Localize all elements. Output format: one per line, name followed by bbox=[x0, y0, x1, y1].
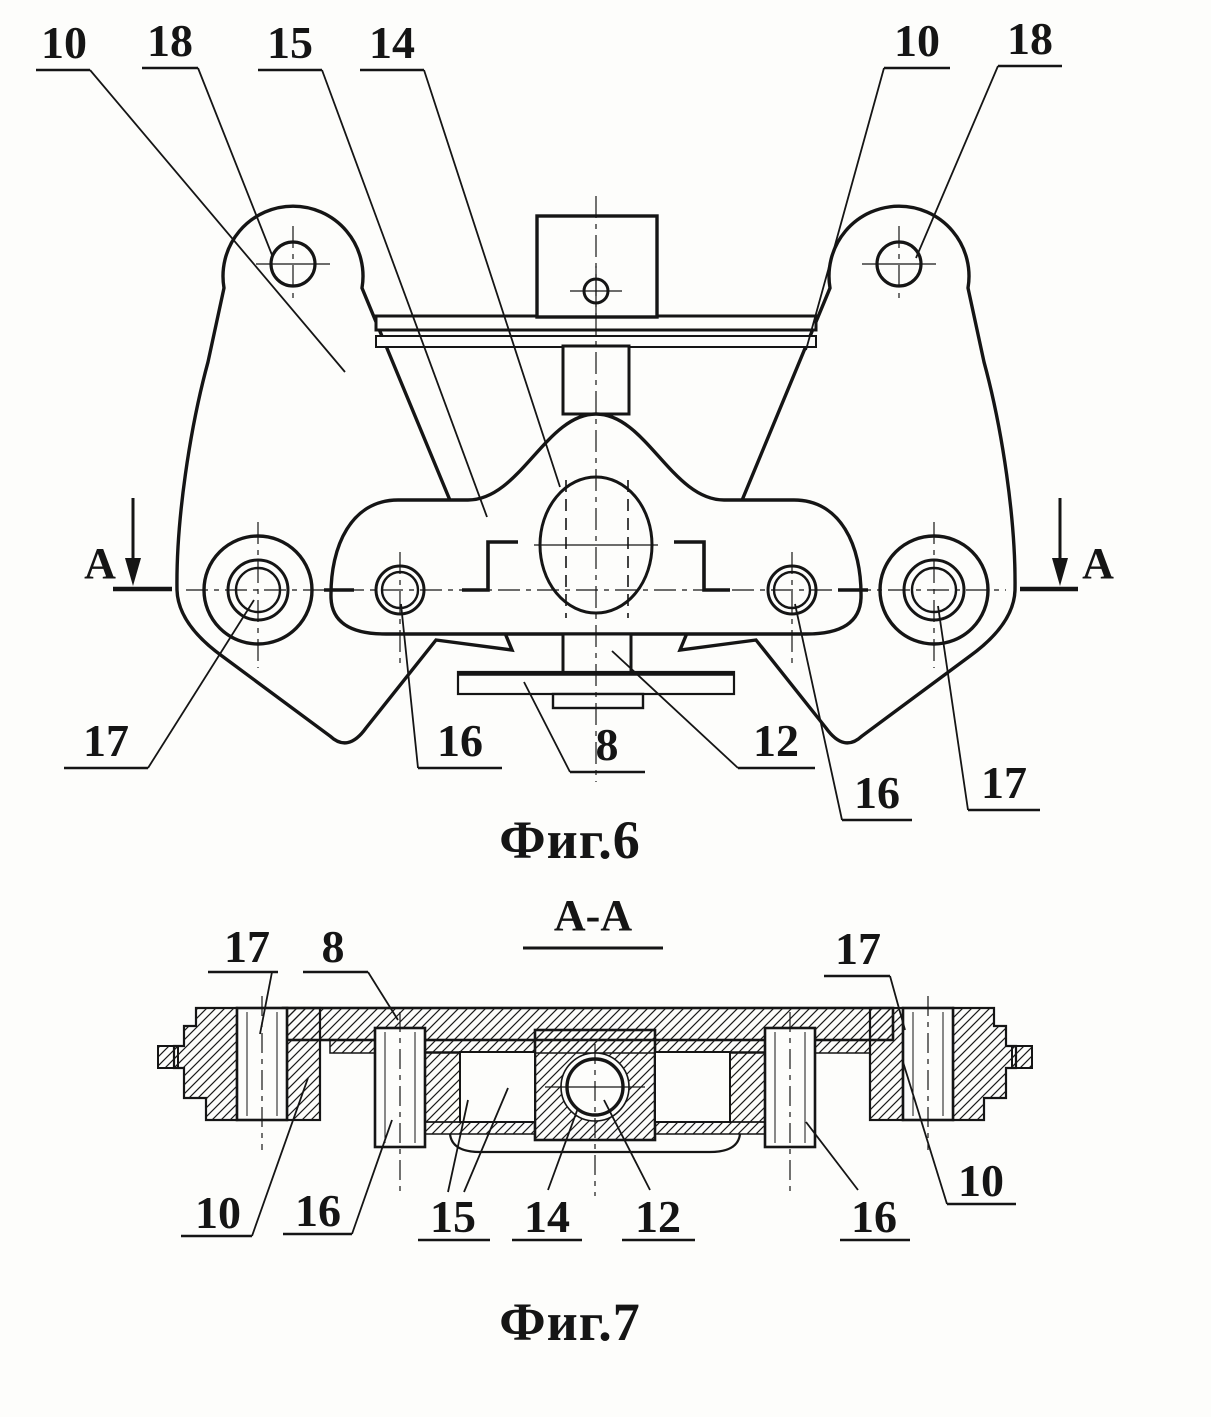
fig7-label-17-top-right: 17 bbox=[835, 923, 881, 974]
fig6-label-18-right: 18 bbox=[1007, 13, 1053, 64]
fig6-label-12: 12 bbox=[753, 715, 799, 766]
fig7-pocket-right bbox=[655, 1052, 730, 1122]
fig6-lower-stem bbox=[563, 634, 631, 674]
fig6-label-18-left: 18 bbox=[147, 15, 193, 66]
fig7-left-flank bbox=[174, 1008, 237, 1120]
fig7-label-15: 15 bbox=[430, 1191, 476, 1242]
fig6-label-10-right: 10 bbox=[894, 15, 940, 66]
fig7-label-14: 14 bbox=[524, 1191, 570, 1242]
figure7-drawing bbox=[158, 891, 1032, 1352]
section-letter-left: A bbox=[84, 539, 116, 588]
fig7-label-17-top-left: 17 bbox=[224, 921, 270, 972]
section-letter-right: A bbox=[1082, 539, 1114, 588]
fig7-band-left bbox=[425, 1122, 535, 1134]
fig6-label-17-bottom-left: 17 bbox=[83, 715, 129, 766]
fig7-right-flank bbox=[953, 1008, 1016, 1120]
fig7-label-16-bottom-right: 16 bbox=[851, 1191, 897, 1242]
fig6-label-10-left: 10 bbox=[41, 17, 87, 68]
fig6-section-marker-left bbox=[84, 498, 172, 589]
fig7-col-left bbox=[425, 1052, 460, 1122]
fig7-right-inner-flank bbox=[870, 1008, 903, 1120]
fig6-left-bracket-outline bbox=[177, 206, 512, 743]
fig7-label-10-bottom-left: 10 bbox=[195, 1187, 241, 1238]
fig6-label-14: 14 bbox=[369, 17, 415, 68]
figure7-section-title: A-A bbox=[553, 891, 633, 940]
fig7-label-10-bottom-right: 10 bbox=[958, 1155, 1004, 1206]
fig6-label-17-bottom-right: 17 bbox=[981, 757, 1027, 808]
fig6-label-16-bottom-right: 16 bbox=[854, 767, 900, 818]
fig7-label-8: 8 bbox=[321, 921, 345, 972]
fig6-section-marker-right bbox=[1020, 498, 1114, 589]
figure7-caption: Фиг.7 bbox=[499, 1292, 641, 1352]
fig6-lower-nut bbox=[553, 694, 643, 708]
fig6-label-15: 15 bbox=[267, 17, 313, 68]
fig7-label-12: 12 bbox=[635, 1191, 681, 1242]
fig7-band-right bbox=[655, 1122, 765, 1134]
fig6-right-bracket-outline bbox=[680, 206, 1015, 743]
figure6-caption: Фиг.6 bbox=[499, 810, 641, 870]
fig7-label-16-bottom-left: 16 bbox=[295, 1185, 341, 1236]
fig7-col-right bbox=[730, 1052, 765, 1122]
fig6-label-8: 8 bbox=[595, 719, 619, 770]
figure6-drawing bbox=[36, 13, 1114, 870]
fig7-left-inner-flank bbox=[287, 1008, 320, 1120]
fig6-label-16-bottom-left: 16 bbox=[437, 715, 483, 766]
